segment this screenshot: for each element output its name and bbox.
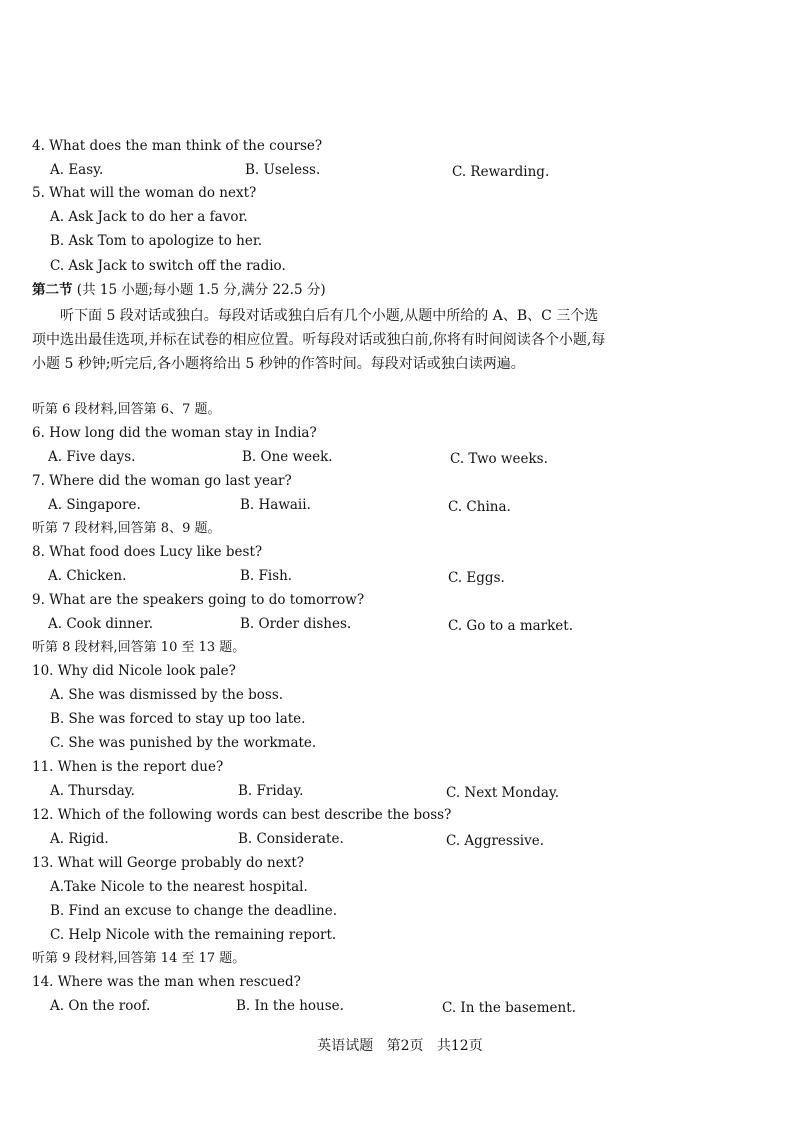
question-10-option-a: A. She was dismissed by the boss. [50, 687, 284, 703]
question-5: 5. What will the woman do next? [32, 185, 257, 201]
question-5-option-a: A. Ask Jack to do her a favor. [50, 209, 248, 225]
section-instructions: 听下面 5 段对话或独白。每段对话或独白后有几个小题,从题中所给的 A、B、C 三个选项中选出最佳选项,并标在试卷的相应位置。听每段对话或独白前,你将有时间阅读各个小题,每小题 5 秒钟;听完后,各小题将给出 5 秒钟的作答时间。每段对话或独白读两遍。 [32, 308, 606, 372]
question-5-option-b: B. Ask Tom to apologize to her. [50, 233, 263, 249]
question-11-option-c: C. Next Monday. [446, 785, 560, 801]
question-11-option-a: A. Thursday. [50, 783, 135, 799]
question-4-option-a: A. Easy. [50, 162, 104, 178]
question-4-option-b: B. Useless. [245, 162, 321, 178]
question-10: 10. Why did Nicole look pale? [32, 663, 236, 679]
question-7: 7. Where did the woman go last year? [32, 473, 292, 489]
question-8-option-c: C. Eggs. [448, 570, 505, 586]
section-heading [32, 284, 326, 298]
section-note: (共 15 小题;每小题 1.5 分,满分 22.5 分) [76, 282, 326, 298]
material-7-label: 听第 7 段材料,回答第 8、9 题。 [32, 521, 221, 536]
question-7-option-c: C. China. [448, 499, 511, 515]
material-6-label: 听第 6 段材料,回答第 6、7 题。 [32, 402, 221, 417]
question-8: 8. What food does Lucy like best? [32, 544, 263, 560]
question-13-option-b: B. Find an excuse to change the deadline. [50, 903, 338, 919]
question-11: 11. When is the report due? [32, 759, 224, 775]
question-9: 9. What are the speakers going to do tomorrow? [32, 592, 365, 608]
question-7-option-b: B. Hawaii. [240, 497, 311, 513]
material-8-label: 听第 8 段材料,回答第 10 至 13 题。 [32, 640, 246, 655]
material-9-label: 听第 9 段材料,回答第 14 至 17 题。 [32, 951, 246, 966]
section-title: 第二节 [32, 282, 73, 298]
question-9-option-b: B. Order dishes. [240, 616, 352, 632]
question-11-option-b: B. Friday. [238, 783, 304, 799]
question-9-option-c: C. Go to a market. [448, 618, 574, 634]
question-7-option-a: A. Singapore. [48, 497, 141, 513]
question-9-option-a: A. Cook dinner. [48, 616, 153, 632]
question-5-option-c: C. Ask Jack to switch off the radio. [50, 258, 286, 274]
question-4: 4. What does the man think of the course? [32, 138, 323, 154]
question-14-option-c: C. In the basement. [442, 1000, 576, 1016]
question-13: 13. What will George probably do next? [32, 855, 304, 871]
question-6: 6. How long did the woman stay in India? [32, 425, 317, 441]
question-14: 14. Where was the man when rescued? [32, 974, 301, 990]
question-4-option-c: C. Rewarding. [452, 164, 550, 180]
question-12-option-b: B. Considerate. [238, 831, 344, 847]
page-footer: 英语试题 第2页 共12页 [317, 1038, 483, 1054]
question-6-option-b: B. One week. [242, 449, 333, 465]
question-6-option-a: A. Five days. [48, 449, 136, 465]
question-8-option-b: B. Fish. [240, 568, 293, 584]
question-14-option-a: A. On the roof. [50, 998, 151, 1014]
question-12-option-a: A. Rigid. [50, 831, 109, 847]
question-13-option-c: C. Help Nicole with the remaining report. [50, 927, 337, 943]
question-12-option-c: C. Aggressive. [446, 833, 544, 849]
question-13-option-a: A.Take Nicole to the nearest hospital. [50, 879, 308, 895]
question-12: 12. Which of the following words can best describe the boss? [32, 807, 452, 823]
question-10-option-b: B. She was forced to stay up too late. [50, 711, 306, 727]
question-14-option-b: B. In the house. [236, 998, 344, 1014]
question-8-option-a: A. Chicken. [48, 568, 127, 584]
question-6-option-c: C. Two weeks. [450, 451, 548, 467]
question-10-option-c: C. She was punished by the workmate. [50, 735, 317, 751]
